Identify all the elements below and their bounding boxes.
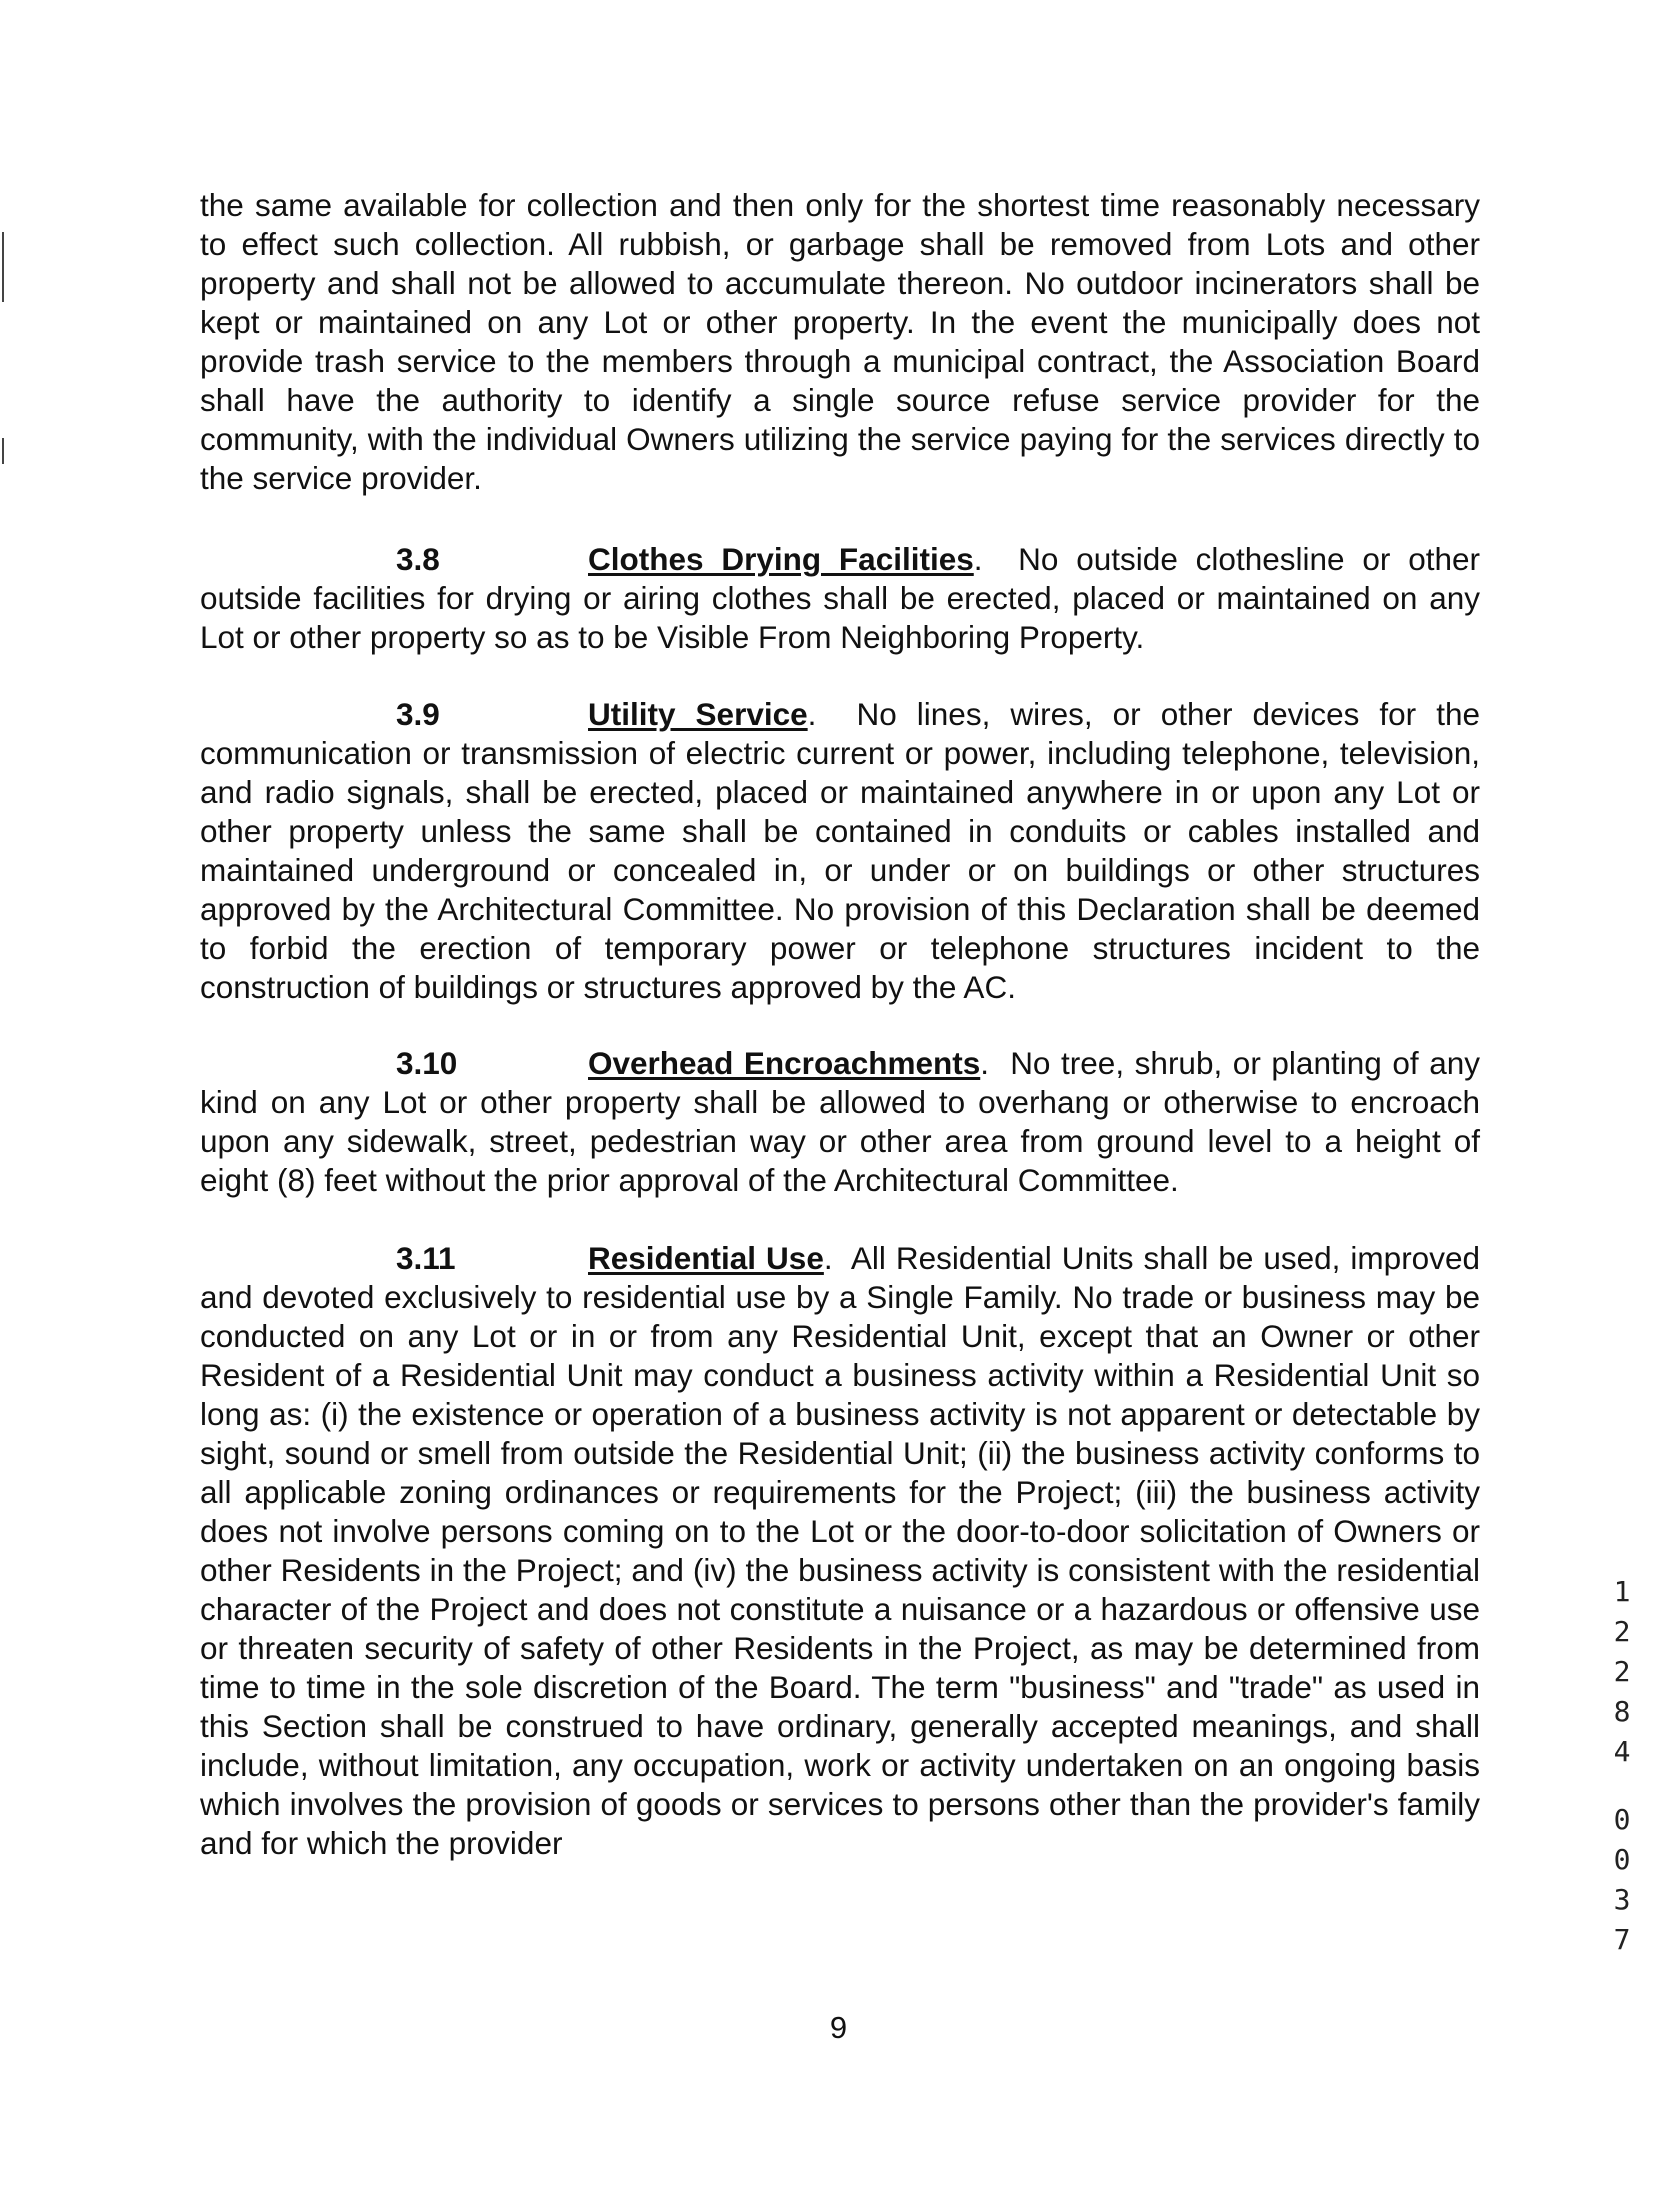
scan-artifact-mark (2, 438, 4, 464)
section-body: No outside clothesline or other outside facilities for drying or airing clothes shall be erected, placed or maintained on any Lot or other property so as to be Visible From Neighboring Property. (200, 541, 1480, 655)
section-number: 3.8 (396, 541, 440, 577)
section-title: Overhead Encroachments (588, 1045, 981, 1081)
stamp-digit: 0 (1613, 1803, 1631, 1836)
stamp-digit: 7 (1613, 1923, 1631, 1956)
section-3-8: 3.8 Clothes Drying Facilities. No outside clothesline or other outside facilities for drying or airing clothes shall be erected, placed or maintained on any Lot or other property so as to be Visible From Neighboring Property. (200, 541, 1480, 655)
page-number: 9 (829, 2010, 848, 2045)
stamp-digit: 4 (1613, 1735, 1631, 1768)
section-3-11: 3.11 Residential Use. All Residential Units shall be used, improved and devoted exclusively to residential use by a Single Family. No trade or business may be conducted on any Lot or in or from any Residential Unit, except that an Owner or other Resident of a Residential Unit may conduct a business activity within a Residential Unit so long as: (i) the existence or operation of a business activity is not apparent or detectable by sight, sound or smell from outside the Residential Unit; (ii) the business activity conforms to all applicable zoning ordinances or requirements for the Project; (iii) the business activity does not involve persons coming on to the Lot or the door-to-door solicitation of Owners or other Residents in the Project; and (iv) the business activity is consistent with the residential character of the Project and does not constitute a nuisance or a hazardous or offensive use or threaten security of safety of other Residents in the Project, as may be determined from time to time in the sole discretion of the Board. The term "business" and "trade" as used in this Section shall be construed to have ordinary, generally accepted meanings, and shall include, without limitation, any occupation, work or activity undertaken on an ongoing basis which involves the provision of goods or services to persons other than the provider's family and for which the provider (200, 1240, 1480, 1861)
scan-artifact-mark (2, 232, 4, 302)
stamp-digit: 2 (1613, 1655, 1631, 1688)
section-number: 3.10 (396, 1045, 458, 1081)
stamp-gap (1604, 1772, 1640, 1800)
section-number: 3.11 (396, 1240, 456, 1276)
paragraph-continuation: the same available for collection and then only for the shortest time reasonably necessary to effect such collection. All rubbish, or garbage shall be removed from Lots and other property and shall not be allowed to accumulate thereon. No outdoor incinerators shall be kept or maintained on any Lot or other property. In the event the municipally does not provide trash service to the members through a municipal contract, the Association Board shall have the authority to identify a single source refuse service provider for the community, with the individual Owners utilizing the service paying for the services directly to the service provider. (200, 187, 1480, 496)
section-3-9: 3.9 Utility Service. No lines, wires, or other devices for the communication or transmission of electric current or power, including telephone, television, and radio signals, shall be erected, placed or maintained anywhere in or upon any Lot or other property unless the same shall be contained in conduits or cables installed and maintained underground or concealed in, or under or on buildings or other structures approved by the Architectural Committee. No provision of this Declaration shall be deemed to forbid the erection of temporary power or telephone structures incident to the construction of buildings or structures approved by the AC. (200, 696, 1480, 1005)
section-number: 3.9 (396, 696, 440, 732)
recording-stamp (1604, 1572, 1640, 1960)
section-body: No tree, shrub, or planting of any kind on any Lot or other property shall be allowed to overhang or otherwise to encroach upon any sidewalk, street, pedestrian way or other area from ground level to a height of eight (8) feet without the prior approval of the Architectural Committee. (200, 1045, 1480, 1198)
stamp-digit: 2 (1613, 1615, 1631, 1648)
section-body: No lines, wires, or other devices for the communication or transmission of electric current or power, including telephone, television, and radio signals, shall be erected, placed or maintained anywhere in or upon any Lot or other property unless the same shall be contained in conduits or cables installed and maintained underground or concealed in, or under or on buildings or other structures approved by the Architectural Committee. No provision of this Declaration shall be deemed to forbid the erection of temporary power or telephone structures incident to the construction of buildings or structures approved by the AC. (200, 696, 1480, 1005)
stamp-digit: 1 (1613, 1575, 1631, 1608)
section-body: All Residential Units shall be used, improved and devoted exclusively to residential use by a Single Family. No trade or business may be conducted on any Lot or in or from any Residential Unit, except that an Owner or other Resident of a Residential Unit may conduct a business activity within a Residential Unit so long as: (i) the existence or operation of a business activity is not apparent or detectable by sight, sound or smell from outside the Residential Unit; (ii) the business activity conforms to all applicable zoning ordinances or requirements for the Project; (iii) the business activity does not involve persons coming on to the Lot or the door-to-door solicitation of Owners or other Residents in the Project; and (iv) the business activity is consistent with the residential character of the Project and does not constitute a nuisance or a hazardous or offensive use or threaten security of safety of other Residents in the Project, as may be determined from time to time in the sole discretion of the Board. The term "business" and "trade" as used in this Section shall be construed to have ordinary, generally accepted meanings, and shall include, without limitation, any occupation, work or activity undertaken on an ongoing basis which involves the provision of goods or services to persons other than the provider's family and for which the provider (200, 1240, 1480, 1861)
stamp-digit: 8 (1613, 1695, 1631, 1728)
section-title: Residential Use (588, 1240, 824, 1276)
section-title: Utility Service (588, 696, 808, 732)
stamp-digit: 3 (1613, 1883, 1631, 1916)
section-3-10: 3.10 Overhead Encroachments. No tree, shrub, or planting of any kind on any Lot or other property shall be allowed to overhang or otherwise to encroach upon any sidewalk, street, pedestrian way or other area from ground level to a height of eight (8) feet without the prior approval of the Architectural Committee. (200, 1045, 1480, 1198)
stamp-digit: 0 (1613, 1843, 1631, 1876)
section-title: Clothes Drying Facilities (588, 541, 974, 577)
